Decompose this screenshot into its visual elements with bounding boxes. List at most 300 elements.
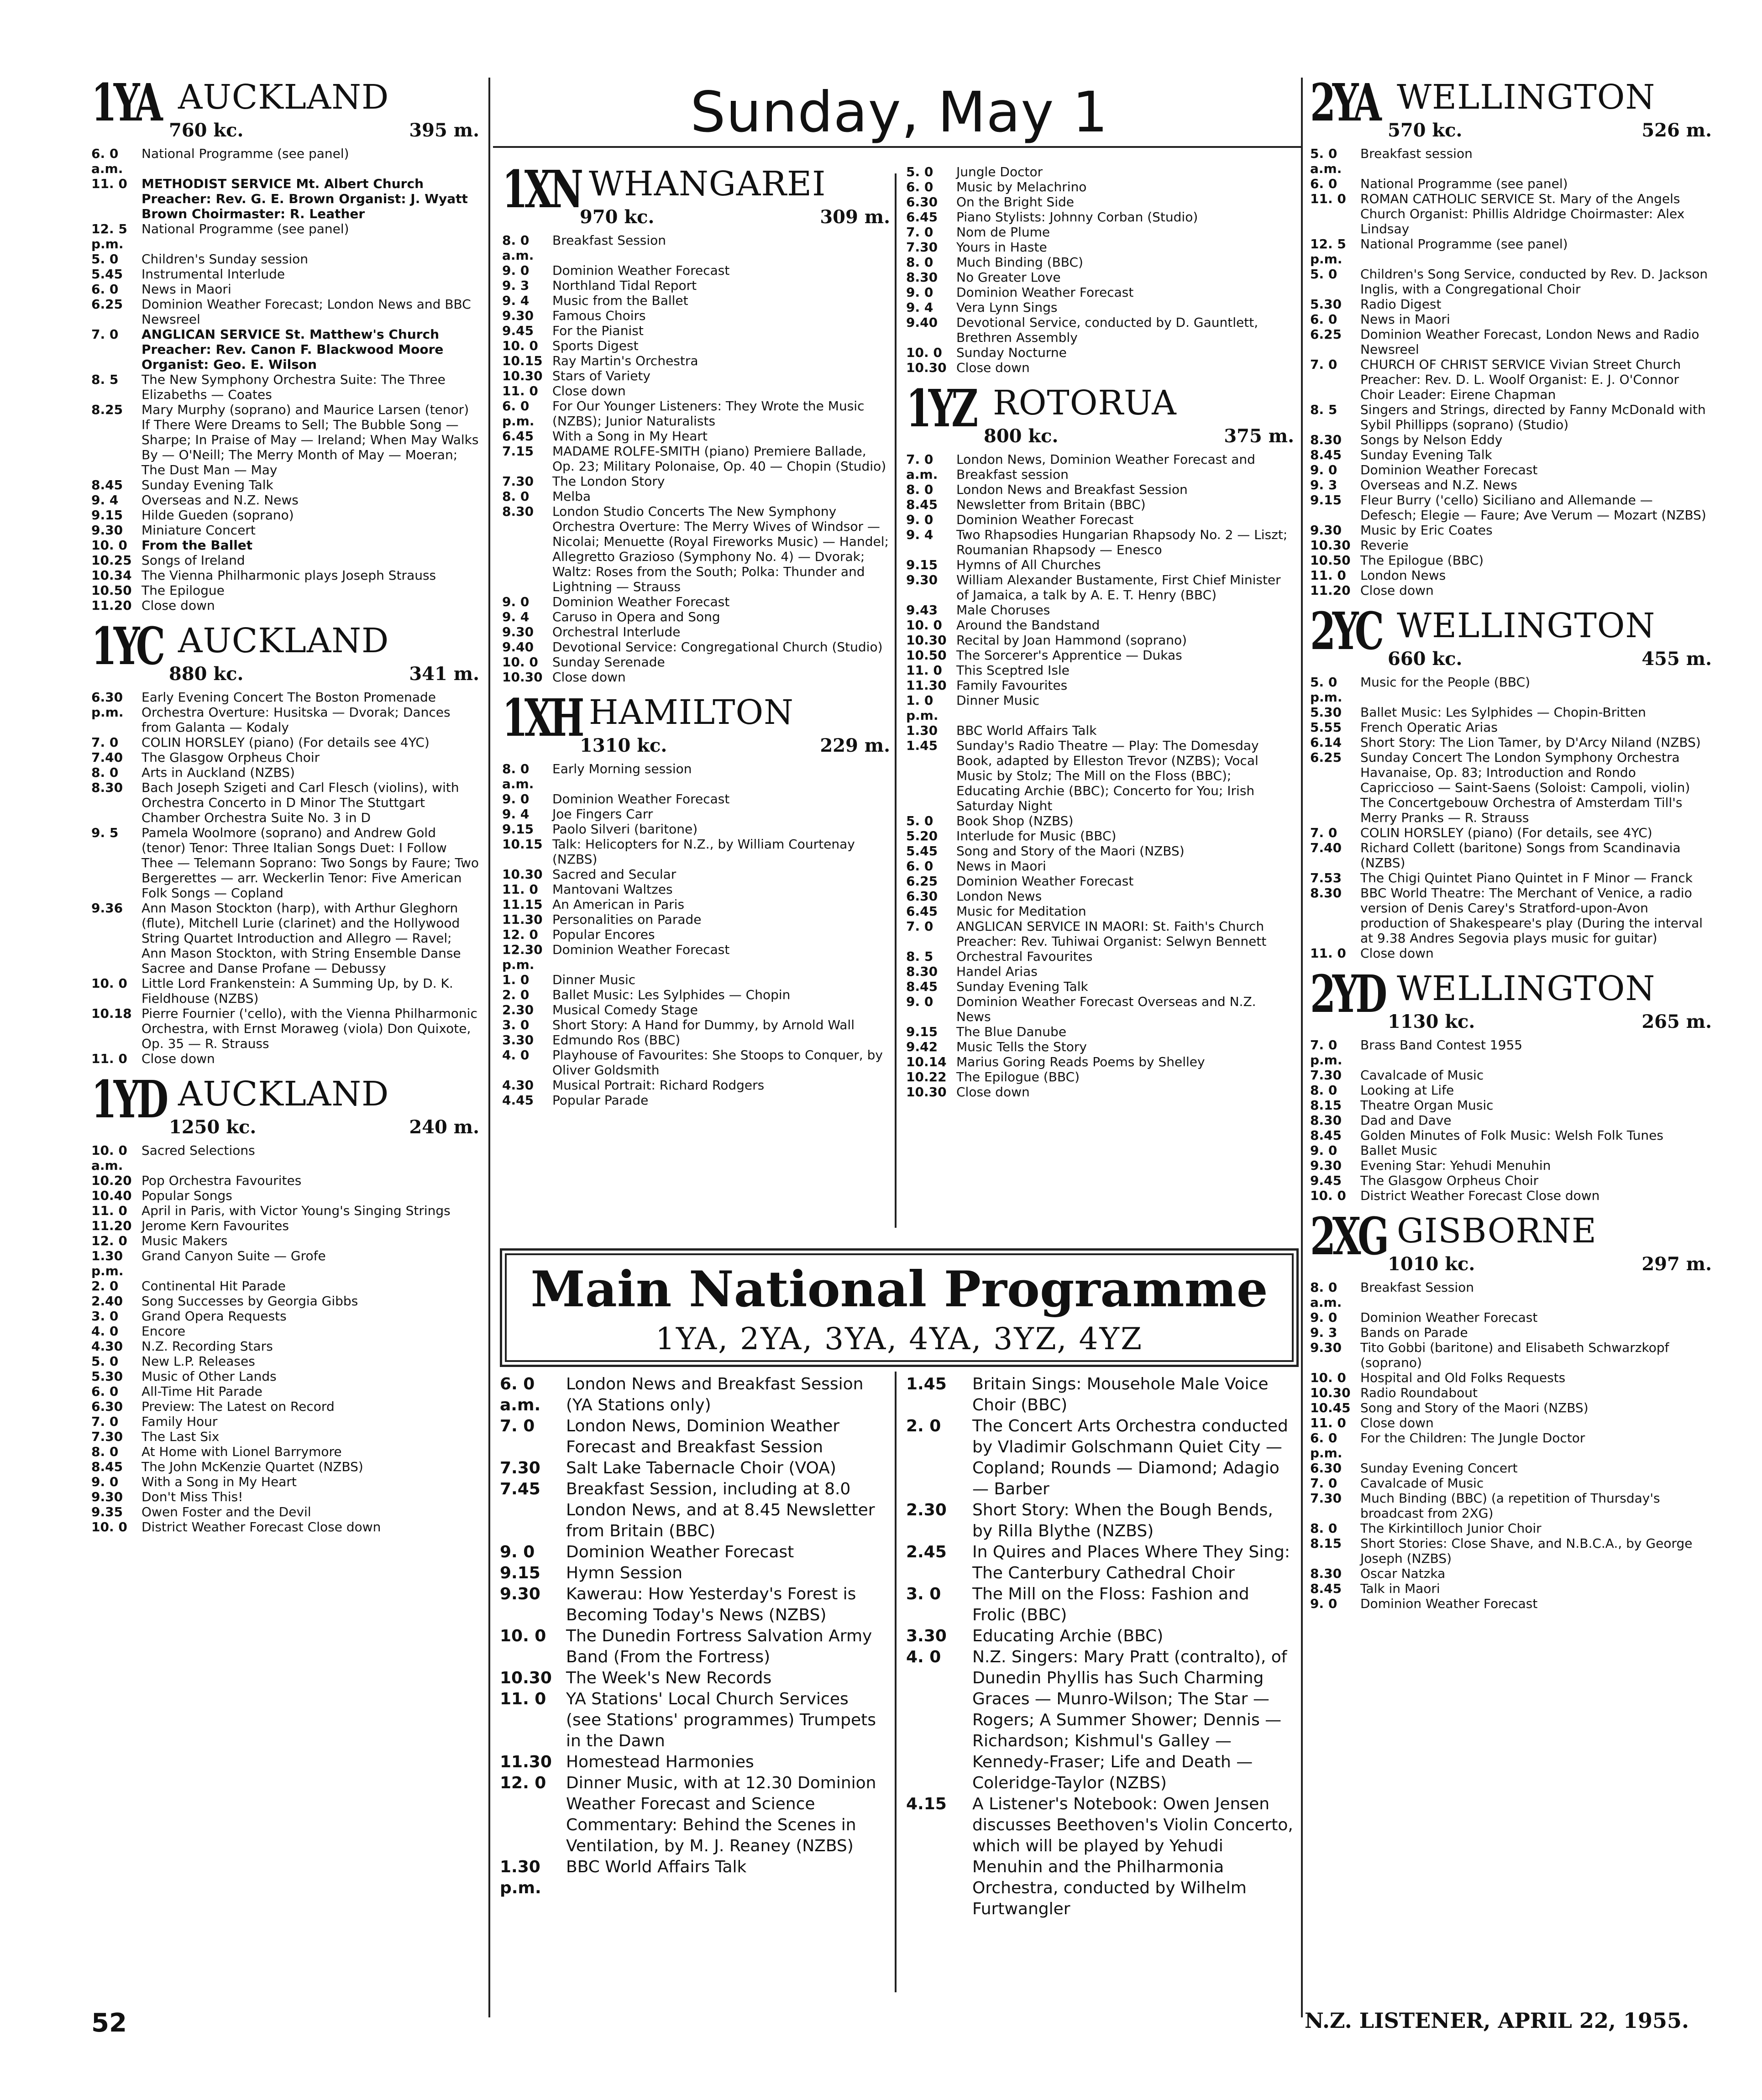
programme-title: ANGLICAN SERVICE St. Matthew's Church Preacher: Rev. Canon F. Blackwood Moore Organist: Geo. E. Wilson (142, 327, 444, 372)
programme-time: 8.45 (91, 1459, 123, 1474)
programme-item (1310, 1370, 1712, 1385)
programme-title: Close down (1360, 946, 1434, 961)
programme-item (906, 618, 1294, 633)
programme-title: Around the Bandstand (956, 618, 1100, 633)
programme-time: 9.45 (1310, 1173, 1342, 1188)
programme-title: Orchestral Interlude (552, 624, 681, 639)
programme-item (1310, 357, 1712, 402)
call-sign: 1XN (502, 160, 580, 220)
programme-item (906, 572, 1294, 602)
programme-title: Sunday Evening Talk (956, 979, 1088, 994)
programme-item (1310, 1430, 1712, 1461)
programme-time: 8. 0 a.m. (502, 761, 534, 791)
programme-title: Cavalcade of Music (1360, 1476, 1484, 1491)
programme-item (906, 179, 1294, 194)
programme-time: 8.30 (502, 504, 534, 519)
programme-item (502, 368, 890, 383)
programme-title: Ballet Music (1360, 1143, 1437, 1158)
programme-time: 9. 0 (1310, 1596, 1337, 1611)
programme-item (1310, 1491, 1712, 1521)
programme-title: Sunday Evening Talk (142, 477, 273, 492)
programme-time: 6. 0 (91, 282, 119, 297)
programme-title: Paolo Silveri (baritone) (552, 822, 698, 837)
programme-title: Instrumental Interlude (142, 267, 285, 282)
programme-item (1310, 1143, 1712, 1158)
programme-time: 8.30 (1310, 885, 1342, 901)
programme-title: Hymns of All Churches (956, 557, 1101, 572)
programme-title: BBC World Theatre: The Merchant of Venice, a radio version of Denis Carey's Stratford-upon-Avon production of Shakespeare's play (During the interval at 9.38 Andres Segovia plays music for guitar) (1360, 885, 1703, 946)
programme-item (906, 255, 1294, 270)
programme-time: 6.30 p.m. (91, 690, 124, 720)
programme-time: 5. 0 (91, 251, 119, 267)
programme-title: Radio Digest (1360, 297, 1442, 312)
programme-item (1310, 1536, 1712, 1566)
programme-title: Dinner Music (552, 972, 636, 987)
station-1yc (91, 617, 479, 1066)
programme-item (91, 538, 479, 553)
programme-item (1310, 885, 1712, 946)
programme-title: All-Time Hit Parade (142, 1384, 262, 1399)
programme-item (502, 670, 890, 685)
programme-item (1310, 191, 1712, 236)
programme-item (906, 693, 1294, 723)
programme-time: 5.30 (91, 1369, 123, 1384)
programme-time: 6. 0 a.m. (91, 146, 123, 176)
programme-item (906, 1500, 1294, 1542)
station-1yz (906, 379, 1294, 1100)
frequency: 1130 kc. (1388, 1011, 1475, 1032)
programme-item (91, 523, 479, 538)
station-header (91, 617, 479, 690)
programme-time: 8.15 (1310, 1536, 1342, 1551)
programme-time: 10. 0 (1310, 1370, 1346, 1385)
programme-time: 12.30 p.m. (502, 942, 543, 972)
programme-time: 11. 0 (500, 1690, 546, 1708)
programme-time: 7.40 (91, 750, 123, 765)
programme-time: 7.45 (500, 1480, 540, 1498)
programme-time: 9. 4 (906, 300, 933, 315)
programme-title: The Mill on the Floss: Fashion and Frolic (BBC) (972, 1585, 1249, 1624)
page-title: Sunday, May 1 (690, 80, 1108, 145)
call-sign: 1YZ (906, 379, 975, 439)
city-name: WELLINGTON (1397, 606, 1656, 645)
programme-time: 5. 0 (1310, 267, 1337, 282)
programme-time: 8.45 (1310, 1128, 1342, 1143)
programme-title: Pierre Fournier ('cello), with the Vienna Philharmonic Orchestra, with Ernst Moraweg (viola) Don Quixote, Op. 35 — R. Strauss (142, 1006, 477, 1051)
programme-title: YA Stations' Local Church Services (see Stations' programmes) Trumpets in the Dawn (566, 1690, 876, 1750)
programme-title: On the Bright Side (956, 194, 1074, 209)
programme-time: 8. 0 (91, 1444, 119, 1459)
programme-item (502, 882, 890, 897)
programme-title: National Programme (see panel) (142, 221, 349, 236)
programme-item (91, 1309, 479, 1324)
programme-time: 7. 0 (91, 1414, 119, 1429)
programme-title: Caruso in Opera and Song (552, 609, 720, 624)
programme-item (91, 1504, 479, 1519)
programme-item (91, 1294, 479, 1309)
programme-item (906, 904, 1294, 919)
station-header (906, 379, 1294, 452)
programme-item (91, 1278, 479, 1294)
station-1xh (502, 688, 890, 1108)
programme-title: National Programme (see panel) (1360, 236, 1568, 251)
programme-time: 10.30 (502, 368, 543, 383)
programme-title: This Sceptred Isle (956, 663, 1070, 678)
programme-time: 7. 0 (1310, 1476, 1337, 1491)
programme-item (1310, 1385, 1712, 1400)
station-header (502, 160, 890, 233)
programme-item (906, 979, 1294, 994)
programme-time: 8.30 (1310, 432, 1342, 447)
programme-title: Richard Collett (baritone) Songs from Scandinavia (NZBS) (1360, 840, 1681, 870)
programme-item (1310, 267, 1712, 297)
programme-title: Reverie (1360, 538, 1409, 553)
programme-time: 4.45 (502, 1093, 534, 1108)
programme-item (91, 1429, 479, 1444)
programme-item (906, 964, 1294, 979)
programme-item (502, 1078, 890, 1093)
programme-item (906, 663, 1294, 678)
programme-time: 8.45 (906, 979, 938, 994)
programme-time: 10.15 (502, 353, 543, 368)
programme-item (906, 1626, 1294, 1647)
programme-item (502, 383, 890, 398)
page-number: 52 (91, 2008, 127, 2038)
programme-title: The Vienna Philharmonic plays Joseph Strauss (142, 568, 436, 583)
programme-title: Music for the People (BBC) (1360, 675, 1531, 690)
programme-title: Hymn Session (566, 1564, 683, 1582)
programme-time: 5.20 (906, 828, 938, 843)
programme-item (91, 1369, 479, 1384)
programme-title: Mary Murphy (soprano) and Maurice Larsen (tenor) If There Were Dreams to Sell; The Bubble Song — Sharpe; In Praise of May — Ireland; When May Walks By — O'Neill; The Merry Month of May — Moeran; The Dust Man — May (142, 402, 479, 477)
programme-item (1310, 523, 1712, 538)
programme-time: 11.15 (502, 897, 543, 912)
programme-title: Dominion Weather Forecast; London News and BBC Newsreel (142, 297, 471, 327)
programme-time: 11.30 (906, 678, 947, 693)
programme-item (502, 1093, 890, 1108)
wavelength: 297 m. (1641, 1253, 1712, 1275)
programme-item (502, 837, 890, 867)
programme-item (500, 1458, 886, 1479)
programme-time: 9. 3 (1310, 1325, 1337, 1340)
programme-time: 8.45 (906, 497, 938, 512)
programme-item (906, 1374, 1294, 1416)
programme-title: Song and Story of the Maori (NZBS) (1360, 1400, 1589, 1415)
programme-title: Close down (142, 598, 215, 613)
programme-time: 10. 0 a.m. (91, 1143, 127, 1173)
programme-time: 10. 0 (91, 1519, 127, 1534)
wavelength: 341 m. (409, 663, 479, 685)
programme-item (91, 1248, 479, 1278)
programme-title: Piano Stylists: Johnny Corban (Studio) (956, 209, 1198, 225)
programme-time: 4. 0 (502, 1047, 530, 1063)
programme-item (91, 765, 479, 780)
programme-time: 7. 0 (500, 1417, 535, 1435)
programme-item (906, 648, 1294, 663)
programme-item (91, 1339, 479, 1354)
programme-time: 3.30 (502, 1032, 534, 1047)
programme-time: 1. 0 p.m. (906, 693, 939, 723)
programme-time: 7. 0 (91, 327, 119, 342)
publication-credit: N.Z. LISTENER, APRIL 22, 1955. (1304, 2008, 1689, 2033)
programme-title: Singers and Strings, directed by Fanny McDonald with Sybil Phillipps (soprano) (Studio) (1360, 402, 1706, 432)
programme-item (1310, 477, 1712, 492)
programme-title: Ballet Music: Les Sylphides — Chopin (552, 987, 791, 1002)
programme-time: 6. 0 p.m. (1310, 1430, 1342, 1461)
programme-item (502, 1017, 890, 1032)
programme-title: Songs of Ireland (142, 553, 245, 568)
programme-time: 10.30 (906, 1084, 947, 1100)
programme-item (91, 1203, 479, 1218)
programme-time: 6. 0 (1310, 312, 1337, 327)
programme-item (906, 828, 1294, 843)
programme-time: 6.45 (502, 429, 534, 444)
programme-time: 6.25 (906, 874, 938, 889)
programme-title: National Programme (see panel) (142, 146, 349, 161)
programme-title: Sunday Evening Concert (1360, 1461, 1518, 1476)
programme-title: Dominion Weather Forecast (552, 594, 730, 609)
programme-title: Hospital and Old Folks Requests (1360, 1370, 1566, 1385)
programme-time: 9.15 (91, 508, 123, 523)
programme-time: 10. 0 (1310, 1188, 1346, 1203)
programme-time: 2. 0 (91, 1278, 119, 1294)
programme-time: 9. 0 (502, 263, 530, 278)
programme-title: Interlude for Music (BBC) (956, 828, 1117, 843)
programme-item (906, 738, 1294, 813)
programme-title: Edmundo Ros (BBC) (552, 1032, 681, 1047)
programme-title: Short Story: A Hand for Dummy, by Arnold Wall (552, 1017, 855, 1032)
programme-item (91, 735, 479, 750)
programme-time: 10.40 (91, 1188, 132, 1203)
programme-time: 11.20 (91, 598, 132, 613)
programme-title: The John McKenzie Quartet (NZBS) (142, 1459, 363, 1474)
programme-time: 9. 3 (1310, 477, 1337, 492)
station-header (1310, 602, 1712, 675)
programme-item (500, 1752, 886, 1773)
programme-title: Sacred and Secular (552, 867, 676, 882)
programme-item (1310, 1325, 1712, 1340)
call-sign: 1YD (91, 1070, 166, 1130)
programme-time: 9.30 (502, 624, 534, 639)
programme-item (906, 452, 1294, 482)
programme-item (91, 1474, 479, 1489)
city-name: AUCKLAND (178, 78, 389, 117)
programme-time: 12. 5 p.m. (1310, 236, 1346, 267)
wavelength: 375 m. (1224, 425, 1294, 447)
programme-time: 7.40 (1310, 840, 1342, 855)
programme-time: 10.50 (91, 583, 132, 598)
programme-title: The Epilogue (BBC) (1360, 553, 1484, 568)
programme-item (500, 1584, 886, 1626)
programme-time: 7.15 (502, 444, 534, 459)
programme-item (906, 602, 1294, 618)
programme-title: Overseas and N.Z. News (142, 492, 299, 508)
programme-item (1310, 462, 1712, 477)
programme-item (906, 949, 1294, 964)
programme-item (502, 504, 890, 594)
programme-title: Joe Fingers Carr (552, 806, 653, 822)
programme-item (1310, 236, 1712, 267)
programme-time: 9.40 (906, 315, 938, 330)
programme-time: 11. 0 (1310, 191, 1346, 206)
programme-time: 6.14 (1310, 735, 1342, 750)
column-rule (895, 1372, 897, 1992)
programme-item (502, 489, 890, 504)
programme-title: London Studio Concerts The New Symphony Orchestra Overture: The Merry Wives of Windsor — Nicolai; Menuette (Royal Fireworks Music) — Handel; Allegretto Grazioso (Symphony No. 4) — Dvorak; Waltz: Roses from the South; Polka: Thunder and Lightning — Strauss (552, 504, 889, 594)
programme-title: Preview: The Latest on Record (142, 1399, 335, 1414)
station-header (91, 73, 479, 146)
programme-title: Breakfast Session (1360, 1280, 1474, 1295)
programme-time: 6. 0 (906, 859, 933, 874)
programme-time: 7.30 (1310, 1491, 1342, 1506)
programme-item (91, 492, 479, 508)
programme-item (502, 927, 890, 942)
programme-item (502, 323, 890, 338)
programme-time: 5. 0 a.m. (1310, 146, 1342, 176)
programme-time: 8. 0 (91, 765, 119, 780)
programme-item (1310, 1098, 1712, 1113)
programme-time: 10.25 (91, 553, 132, 568)
programme-item (1310, 705, 1712, 720)
programme-item (502, 353, 890, 368)
programme-title: The Chigi Quintet Piano Quintet in F Minor — Franck (1360, 870, 1693, 885)
station-header (91, 1070, 479, 1143)
programme-title: Mantovani Waltzes (552, 882, 673, 897)
programme-item (1310, 675, 1712, 705)
programme-time: 9. 3 (502, 278, 530, 293)
programme-item (500, 1416, 886, 1458)
programme-title: London News and Breakfast Session (YA Stations only) (566, 1375, 864, 1414)
programme-title: Dad and Dave (1360, 1113, 1452, 1128)
programme-title: Don't Miss This! (142, 1489, 243, 1504)
frequency: 760 kc. (169, 120, 244, 141)
programme-title: Much Binding (BBC) (a repetition of Thursday's broadcast from 2XG) (1360, 1491, 1660, 1521)
programme-item (1310, 402, 1712, 432)
programme-title: Ballet Music: Les Sylphides — Chopin-Britten (1360, 705, 1646, 720)
programme-time: 8.15 (1310, 1098, 1342, 1113)
programme-title: The Blue Danube (956, 1024, 1067, 1039)
programme-item (91, 1188, 479, 1203)
programme-title: Devotional Service, conducted by D. Gauntlett, Brethren Assembly (956, 315, 1259, 345)
programme-item (500, 1626, 886, 1668)
programme-item (1310, 946, 1712, 961)
programme-time: 3. 0 (502, 1017, 530, 1032)
programme-time: 9. 0 (502, 791, 530, 806)
programme-time: 10. 0 (502, 655, 538, 670)
programme-item (906, 843, 1294, 859)
programme-item (91, 1143, 479, 1173)
station-1yd (91, 1070, 479, 1534)
programme-title: Dominion Weather Forecast Overseas and N.Z. News (956, 994, 1256, 1024)
programme-time: 5.30 (1310, 297, 1342, 312)
programme-time: 8. 0 a.m. (1310, 1280, 1342, 1310)
programme-time: 10.30 (502, 867, 543, 882)
programme-item (502, 806, 890, 822)
programme-item (1310, 146, 1712, 176)
programme-item (906, 512, 1294, 527)
programme-item (91, 267, 479, 282)
programme-item (1310, 1521, 1712, 1536)
programme-item (91, 477, 479, 492)
programme-item (1310, 297, 1712, 312)
programme-item (906, 1416, 1294, 1500)
call-sign: 2YC (1310, 602, 1381, 661)
programme-time: 9.15 (906, 1024, 938, 1039)
programme-title: Popular Encores (552, 927, 655, 942)
programme-title: William Alexander Bustamente, First Chief Minister of Jamaica, a talk by A. E. T. Henry (BBC) (956, 572, 1281, 602)
national-programme-right (906, 1374, 1294, 1920)
programme-item (906, 994, 1294, 1024)
programme-time: 10.50 (906, 648, 947, 663)
programme-title: N.Z. Singers: Mary Pratt (contralto), of Dunedin Phyllis has Such Charming Graces — Munro-Wilson; The Star — Rogers; A Summer Shower; Dennis — Richardson; Kishmul's Galley — Kennedy-Fraser; Life and Death — Coleridge-Taylor (NZBS) (972, 1648, 1287, 1792)
programme-item (91, 1384, 479, 1399)
programme-item (1310, 1173, 1712, 1188)
programme-item (1310, 492, 1712, 523)
wavelength: 526 m. (1641, 120, 1712, 141)
programme-time: 3. 0 (906, 1585, 941, 1603)
programme-time: 8. 5 (91, 372, 119, 387)
programme-item (91, 1173, 479, 1188)
programme-title: News in Maori (142, 282, 231, 297)
programme-title: Song and Story of the Maori (NZBS) (956, 843, 1185, 859)
programme-item (91, 1489, 479, 1504)
programme-title: Male Choruses (956, 602, 1050, 618)
programme-title: Kawerau: How Yesterday's Forest is Becoming Today's News (NZBS) (566, 1585, 856, 1624)
programme-time: 9. 4 (502, 609, 530, 624)
programme-item (906, 300, 1294, 315)
programme-time: 6.30 (906, 194, 938, 209)
programme-item (500, 1857, 886, 1899)
programme-title: Dominion Weather Forecast (1360, 1596, 1538, 1611)
programme-title: No Greater Love (956, 270, 1061, 285)
programme-item (1310, 1188, 1712, 1203)
programme-item (91, 176, 479, 221)
city-name: AUCKLAND (178, 1074, 389, 1114)
programme-time: 11.30 (500, 1753, 552, 1771)
programme-item (1310, 1128, 1712, 1143)
programme-title: Theatre Organ Music (1360, 1098, 1494, 1113)
programme-time: 7. 0 p.m. (1310, 1037, 1342, 1068)
programme-time: 8. 0 (1310, 1083, 1337, 1098)
programme-title: Homestead Harmonies (566, 1753, 754, 1771)
programme-title: Salt Lake Tabernacle Choir (VOA) (566, 1459, 836, 1477)
programme-time: 8.45 (91, 477, 123, 492)
programme-item (906, 1069, 1294, 1084)
programme-title: Sports Digest (552, 338, 639, 353)
programme-title: Oscar Natzka (1360, 1566, 1446, 1581)
programme-item (906, 813, 1294, 828)
programme-item (1310, 538, 1712, 553)
programme-item (502, 233, 890, 263)
programme-item (1310, 583, 1712, 598)
programme-time: 9. 0 (906, 512, 933, 527)
programme-item (1310, 432, 1712, 447)
programme-time: 9. 5 (91, 825, 119, 840)
programme-item (906, 270, 1294, 285)
programme-time: 10.30 (1310, 538, 1351, 553)
programme-title: Vera Lynn Sings (956, 300, 1058, 315)
programme-time: 11.20 (1310, 583, 1351, 598)
programme-item (500, 1542, 886, 1563)
programme-title: News in Maori (1360, 312, 1450, 327)
programme-item (502, 474, 890, 489)
programme-title: For Our Younger Listeners: They Wrote the Music (NZBS); Junior Naturalists (552, 398, 865, 429)
programme-title: Short Story: When the Bough Bends, by Rilla Blythe (NZBS) (972, 1501, 1273, 1540)
programme-time: 6.30 (91, 1399, 123, 1414)
national-programme-stations: 1YA, 2YA, 3YA, 4YA, 3YZ, 4YZ (656, 1321, 1143, 1356)
programme-item (1310, 1068, 1712, 1083)
programme-title: Two Rhapsodies Hungarian Rhapsody No. 2 — Liszt; Roumanian Rhapsody — Enesco (956, 527, 1288, 557)
